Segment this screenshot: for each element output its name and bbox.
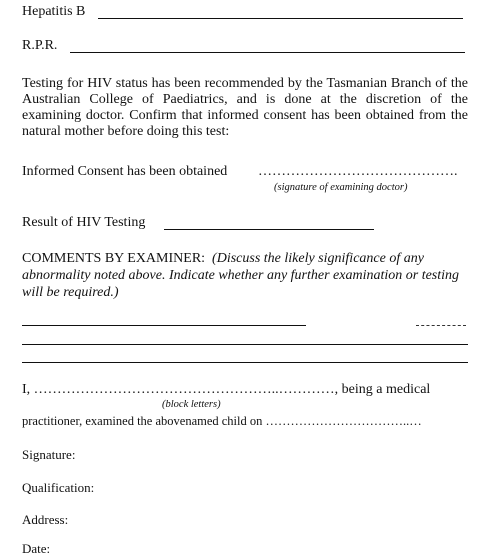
address-label: Address: — [22, 512, 69, 527]
informed-consent-label: Informed Consent has been obtained — [22, 164, 228, 179]
comment-line-3[interactable] — [22, 362, 468, 363]
declaration-exam-text: practitioner, examined the abovenamed child on — [22, 414, 263, 428]
rpr-label: R.P.R. — [22, 38, 58, 53]
hiv-result-field[interactable] — [164, 229, 374, 230]
hepatitis-b-field[interactable] — [98, 18, 463, 19]
comments-hint: (Discuss the likely significance of any abnormality noted above. Indicate whether any further examination or testing will be required.) — [22, 251, 460, 300]
hiv-result-label: Result of HIV Testing — [22, 215, 146, 230]
qualification-label: Qualification: — [22, 480, 95, 495]
practitioner-name-field[interactable]: ……………………………………………..…………, — [33, 382, 339, 397]
rpr-field[interactable] — [70, 52, 465, 53]
comments-block — [22, 250, 468, 301]
comment-line-1b[interactable] — [416, 325, 466, 326]
signature-label: Signature: — [22, 447, 76, 462]
declaration-line-2 — [22, 414, 422, 429]
declaration-prefix: I, — [22, 382, 31, 397]
comments-heading: COMMENTS BY EXAMINER: — [22, 251, 206, 266]
declaration-line-1 — [22, 382, 430, 398]
hepatitis-b-label: Hepatitis B — [22, 4, 86, 19]
hiv-consent-paragraph: Testing for HIV status has been recommended by the Tasmanian Branch of the Australian College of Paediatrics, and is done at the discretion of the examining doctor. Confirm that informed consent has been obtained from the natural mother before doing this test: — [22, 76, 468, 139]
block-letters-caption: (block letters) — [162, 399, 221, 410]
signature-caption: (signature of examining doctor) — [274, 182, 408, 193]
date-label: Date: — [22, 541, 51, 556]
exam-date-field[interactable]: ……………………………..… — [265, 414, 422, 428]
declaration-suffix: being a medical — [341, 382, 431, 397]
comment-line-1a[interactable] — [22, 325, 306, 326]
informed-consent-signature-field[interactable]: ……………………………………. — [258, 164, 458, 179]
comment-line-2[interactable] — [22, 344, 468, 345]
